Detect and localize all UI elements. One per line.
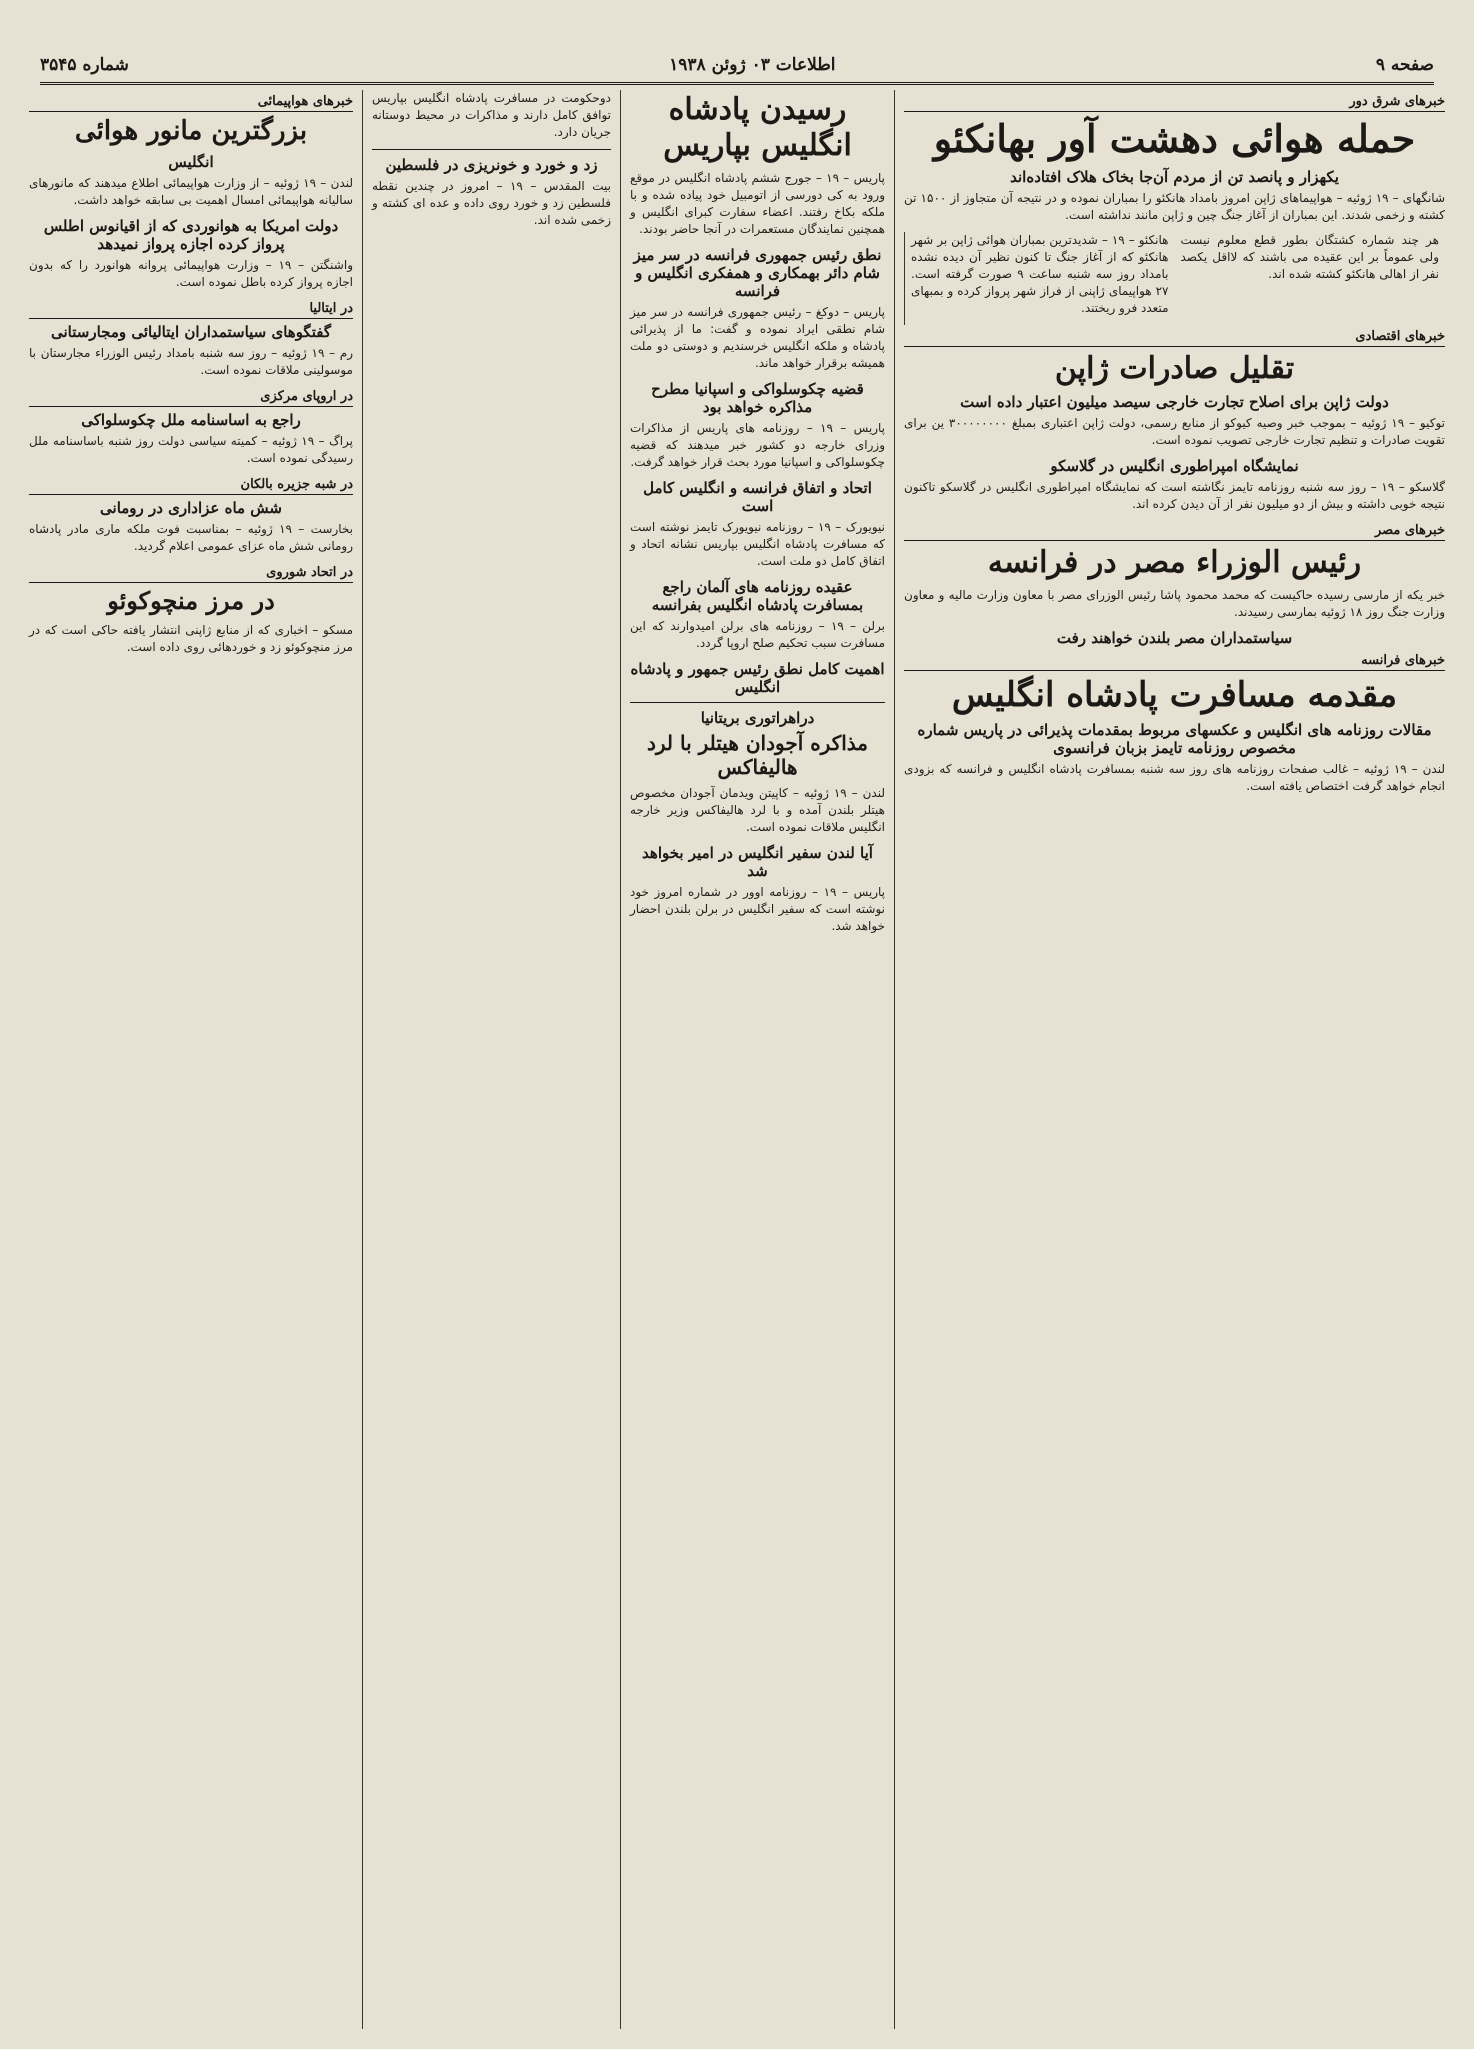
article-hankou-2: هانکئو – ۱۹ – شدیدترین بمباران هوائی ژاپن بر شهر هانکئو که از آغاز جنگ تا کنون نظیر آن دیده نشده بامداد روز سه شنبه ساعت ۹ صورت گرفته است. ۲۷ هواپیمای ژاپنی از فراز شهر پرواز کرده و بمبهای متعدد فرو ریختند.	[911, 232, 1169, 315]
headline-hitler-adjutant: مذاکره آجودان هیتلر با لرد هالیفاکس	[646, 731, 869, 779]
article-hitler-adjutant: لندن – ۱۹ ژوئیه – کاپیتن ویدمان آجودان مخصوص هیتلر بلندن آمده و با لرد هالیفاکس وزیر خارجه انگلیس ملاقات نموده است.	[630, 786, 885, 834]
article-us-aviator: واشنگتن – ۱۹ – وزارت هواپیمائی پروانه هوانورد را که بدون اجازه پرواز کرده باطل نموده است.	[29, 258, 353, 290]
article-egypt-pm: خبر یکه از مارسی رسیده حاکیست که محمد محمود پاشا رئیس الوزرای مصر با معاون وزارت مالیه و معاون وزارت جنگ روز ۱۸ ژوئیه بمارسی رسیدند.	[904, 587, 1445, 619]
subhead-president-speech: نطق رئیس جمهوری فرانسه در سر میز شام دائر بهمکاری و همفکری انگلیس و فرانسه	[633, 246, 882, 300]
section-central-europe: در اروپای مرکزی	[29, 387, 353, 407]
subhead-romania-mourning: شش ماه عزاداری در رومانی	[100, 499, 282, 518]
article-german-press: برلن – ۱۹ – روزنامه های برلن امیدوارند که این مسافرت سبب تحکیم صلح اروپا گردد.	[630, 619, 885, 650]
subhead-us-aviator-permit: دولت امریکا به هوانوردی که از اقیانوس اطلس پرواز کرده اجازه پرواز نمیدهد	[43, 217, 339, 254]
column-king-in-paris	[620, 90, 894, 2029]
article-italy-hungary: رم – ۱۹ ژوئیه – روز سه شنبه بامداد رئیس الوزراء مجارستان با موسولینی ملاقات نموده است.	[29, 346, 353, 378]
column-aviation-europe	[20, 90, 362, 2029]
headline-egypt-pm-france: رئیس الوزراء مصر در فرانسه	[987, 544, 1362, 580]
article-king-visit-preface: لندن – ۱۹ ژوئیه – غالب صفحات روزنامه های روز سه شنبه بمسافرت پادشاه انگلیس و فرانسه که بزودی انجام خواهد گرفت اختصاص یافته است.	[904, 762, 1445, 794]
column-far-east-economy-egypt-france	[894, 90, 1454, 2029]
section-italy: در ایتالیا	[29, 299, 353, 319]
headline-manchukuo-border: در مرز منچوکوئو	[107, 586, 275, 616]
subhead-german-press: عقیده روزنامه های آلمان راجع بمسافرت پادشاه انگلیس بفرانسه	[651, 578, 864, 614]
subhead-times-special-issue: مقالات روزنامه های انگلیس و عکسهای مربوط بمقدمات پذیرائی در پاریس شماره مخصوص روزنامه تایمز بزبان فرانسوی	[917, 721, 1432, 758]
article-czech-nationalities: پراگ – ۱۹ ژوئیه – کمیته سیاسی دولت روز شنبه باساسنامه ملل رسیدگی نموده است.	[29, 434, 353, 466]
article-czech-spain: پاریس – ۱۹ – روزنامه های پاریس از مذاکرات وزرای خارجه دو کشور خبر میدهند که قضیه چکوسلواکی و اسپانیا مورد بحث قرار خواهد گرفت.	[630, 421, 885, 469]
headline-hankou-raid: حمله هوائی دهشت آور بهانکئو	[933, 116, 1416, 161]
section-economy: خبرهای اقتصادی	[904, 327, 1445, 347]
article-continuation: دوحکومت در مسافرت پادشاه انگلیس بپاریس توافق کامل دارند و مذاکرات در محیط دوستانه جریان دارد.	[372, 91, 611, 139]
section-soviet-union: در اتحاد شوروی	[29, 563, 353, 583]
subhead-ambassador-recall: آیا لندن سفیر انگلیس در امیر بخواهد شد	[642, 844, 873, 880]
issue-number: شماره ۳۵۴۵	[40, 55, 129, 75]
subhead-british-empire: دراهراتوری بریتانیا	[700, 709, 815, 727]
article-air-maneuver: لندن – ۱۹ ژوئیه – از وزارت هواپیمائی اطلاع میدهند که مانورهای سالیانه هواپیمائی امسال اهمیت بی سابقه خواهد داشت.	[29, 176, 353, 208]
article-hankou-1: شانگهای – ۱۹ ژوئیه – هواپیماهای ژاپن امروز بامداد هانکئو را بمباران نموده و در نتیجه آن متجاوز از ۱۵۰۰ تن کشته و زخمی شدند. این بمباران از آغاز جنگ چین و ژاپن مانند نداشته است.	[904, 190, 1445, 222]
subhead-hankou-casualties: یکهزار و پانصد تن از مردم آن‌جا بخاک هلاک افتاده‌اند	[1010, 167, 1339, 186]
headline-japan-exports: تقلیل صادرات ژاپن	[1054, 350, 1295, 386]
section-france: خبرهای فرانسه	[904, 651, 1445, 671]
article-glasgow-exhibition: گلاسکو – ۱۹ – روز سه شنبه روزنامه تایمز نگاشته است که نمایشگاه امپراطوری انگلیس در گلاسکو تاکنون نتیجه خوبی داشته و بیش از دو میلیون نفر از آن دیدن کرده اند.	[904, 479, 1445, 511]
article-japan-exports: توکیو – ۱۹ ژوئیه – بموجب خبر وصیه کیوکو از منابع رسمی، دولت ژاپن اعتباری بمبلغ ۳۰۰۰۰۰۰۰۰ ین برای تقویت صادرات و تنظیم تجارت خارجی تصویب نموده است.	[904, 415, 1445, 447]
section-balkans: در شبه جزیره بالکان	[29, 475, 353, 495]
article-palestine-clashes: بیت المقدس – ۱۹ – امروز در چندین نقطه فلسطین زد و خورد روی داده و عده ای کشته و زخمی شده اند.	[372, 179, 611, 227]
headline-king-arrives-paris: رسیدن پادشاه انگلیس بپاریس	[663, 92, 852, 163]
columns	[20, 90, 1454, 2029]
article-hankou-3: هر چند شماره کشتگان بطور قطع معلوم نیست ولی عموماً بر این عقیده می باشند که لااقل یکصد نفر از اهالی هانکئو کشته شده اند.	[1180, 232, 1439, 281]
masthead	[40, 48, 1434, 85]
subhead-japan-credit: دولت ژاپن برای اصلاح تجارت خارجی سیصد میلیون اعتبار داده است	[960, 392, 1389, 411]
subhead-speech-importance: اهمیت کامل نطق رئیس جمهور و پادشاه انگلیس	[630, 660, 885, 696]
article-president-speech: پاریس – دوکغ – رئیس جمهوری فرانسه در سر میز شام نطقی ایراد نموده و گفت: ما از پذیرائی پادشاه و ملکه انگلیس خرسندیم و دوستی دو ملت همیشه برقرار خواهد ماند.	[630, 305, 885, 370]
subhead-czech-spain: قضیه چکوسلواکی و اسپانیا مطرح مذاکره خواهد بود	[651, 380, 864, 416]
two-column-block	[904, 232, 1445, 325]
subhead-glasgow-exhibition: نمایشگاه امپراطوری انگلیس در گلاسکو	[1050, 456, 1299, 475]
subhead-czech-nationalities: راجع به اساسنامه ملل چکوسلواکی	[81, 411, 301, 430]
subhead-palestine-clashes: زد و خورد و خونریزی در فلسطین	[385, 156, 598, 174]
article-manchukuo-border: مسکو – اخباری که از منابع ژاپنی انتشار یافته حاکی است که در مرز منچوکوئو زد و خوردهائی روی داده است.	[29, 622, 353, 654]
section-far-east: خبرهای شرق دور	[904, 92, 1445, 112]
page-number: صفحه ۹	[1375, 55, 1434, 75]
subhead-italy-hungary-talks: گفتگوهای سیاستمداران ایتالیائی ومجارستانی	[51, 323, 331, 342]
issue-date: اطلاعات ۰۳ ژوئن ۱۹۳۸	[669, 55, 836, 75]
headline-biggest-air-maneuver: بزرگترین مانور هوائی	[74, 116, 308, 146]
subhead-egypt-statesmen-london: سیاستمداران مصر بلندن خواهند رفت	[1056, 628, 1293, 647]
section-aviation: خبرهای هواپیمائی	[29, 92, 353, 112]
column-continued	[362, 90, 620, 2029]
article-france-britain-unity: نیویورک – ۱۹ – روزنامه نیویورک تایمز نوشته است که مسافرت پادشاه انگلیس بپاریس نشانه اتحاد و اتفاق کامل دو ملت است.	[630, 520, 885, 568]
article-ambassador-recall: پاریس – ۱۹ – روزنامه اوور در شماره امروز خود نوشته است که سفیر انگلیس در برلن بلندن احضار خواهد شد.	[630, 885, 886, 933]
section-egypt: خبرهای مصر	[904, 521, 1445, 541]
article-king-arrival: پاریس – ۱۹ – جورج ششم پادشاه انگلیس در موقع ورود به کی دورسی از اتومبیل خود پیاده شده و با ملکه بکاخ رفتند. اعضاء سفارت کبرای انگلیس و همچنین نمایندگان مستعمرات در آنجا حاضر بودند.	[630, 171, 885, 236]
subhead-england: انگلیس	[168, 153, 214, 172]
headline-king-visit-preface: مقدمه مسافرت پادشاه انگلیس	[951, 674, 1398, 715]
subhead-france-britain-unity: اتحاد و اتفاق فرانسه و انگلیس کامل است	[643, 479, 872, 515]
article-romania-mourning: بخارست – ۱۹ ژوئیه – بمناسبت فوت ملکه ماری مادر پادشاه رومانی شش ماه عزای عمومی اعلام گردید.	[29, 522, 353, 554]
